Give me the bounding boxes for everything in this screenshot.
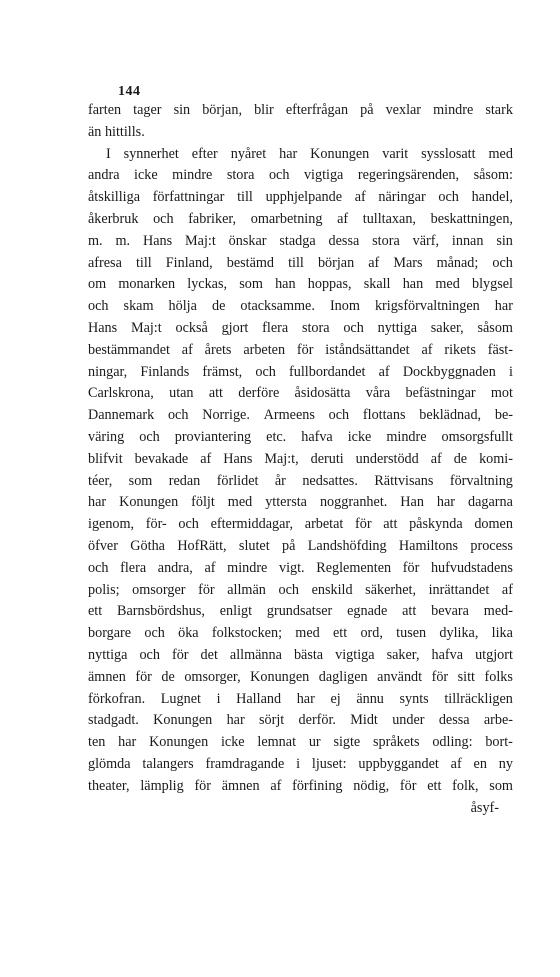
text-line: m. m. Hans Maj:t önskar stadga dessa stora värf, innan sin — [88, 232, 513, 249]
text-line: ett Barnsbördshus, enligt grundsatser egnade att bevara med- — [88, 603, 513, 620]
text-line: öfver Götha HofRätt, slutet på Landshöfding Hamiltons process — [88, 537, 513, 554]
text-line: åkerbruk och fabriker, omarbetning af tulltaxan, beskattningen, — [88, 210, 513, 227]
text-line: åsyf- — [470, 799, 499, 816]
text-line: och flera andra, af mindre vigt. Reglementen för hufvudstadens — [88, 559, 513, 576]
text-line: andra icke mindre stora och vigtiga regeringsärenden, såsom: — [88, 167, 513, 184]
page-number: 144 — [118, 84, 141, 99]
text-line: Dannemark och Norrige. Armeens och flottans beklädnad, be- — [88, 407, 513, 424]
text-line: theater, lämplig för ämnen af förfining nödig, för ett folk, som — [88, 777, 513, 794]
text-line: förkofran. Lugnet i Halland har ej ännu synts tillräckligen — [88, 690, 513, 707]
text-line: blifvit bevakade af Hans Maj:t, deruti understödd af de komi- — [88, 450, 513, 467]
text-line: glömda talangers framdragande i ljuset: uppbyggandet af en ny — [88, 755, 513, 772]
text-line: polis; omsorger för allmän och enskild säkerhet, inrättandet af — [88, 581, 513, 598]
text-line: har Konungen följt med yttersta noggranhet. Han har dagarna — [88, 494, 513, 511]
text-line: Hans Maj:t också gjort flera stora och nyttiga saker, såsom — [88, 319, 513, 336]
text-line: farten tager sin början, blir efterfrågan på vexlar mindre stark — [88, 102, 513, 118]
text-line: och skam hölja de otacksamme. Inom krigsförvaltningen har — [88, 298, 513, 315]
text-line: åtskilliga författningar till upphjelpande af näringar och handel, — [88, 189, 513, 206]
text-line: borgare och öka folkstocken; med ett ord, tusen dylika, lika — [88, 625, 513, 642]
text-line: ten har Konungen icke lemnat ur sigte språkets odling: bort- — [88, 734, 513, 751]
text-line: om monarken lyckas, som han hoppas, skall han med blygsel — [88, 276, 513, 293]
text-line: afresa till Finland, bestämd till början af Mars månad; och — [88, 254, 513, 271]
body-text — [88, 100, 513, 819]
text-line: igenom, för- och eftermiddagar, arbetat för att påskynda domen — [88, 516, 513, 533]
text-line: stadgadt. Konungen har sörjt derför. Midt under dessa arbe- — [88, 712, 513, 729]
text-line: ämnen för de omsorger, Konungen dagligen användt för sitt folks — [88, 668, 513, 685]
text-line: Carlskrona, utan att derföre åsidosätta våra befästningar mot — [88, 385, 513, 402]
text-line: I synnerhet efter nyåret har Konungen varit sysslosatt med — [106, 145, 513, 162]
text-line: téer, som redan förlidet år nedsattes. Rättvisans förvaltning — [88, 472, 513, 489]
text-line: nyttiga och för det allmänna bästa vigtiga saker, hafva utgjort — [88, 646, 513, 663]
text-line: bestämmandet af årets arbeten för iståndsättandet af rikets fäst- — [88, 341, 513, 358]
text-line: än hittills. — [88, 123, 145, 140]
text-line: ningar, Finlands främst, och fullbordandet af Dockbyggnaden i — [88, 363, 513, 380]
text-line: väring och proviantering etc. hafva icke mindre omsorgsfullt — [88, 428, 513, 445]
